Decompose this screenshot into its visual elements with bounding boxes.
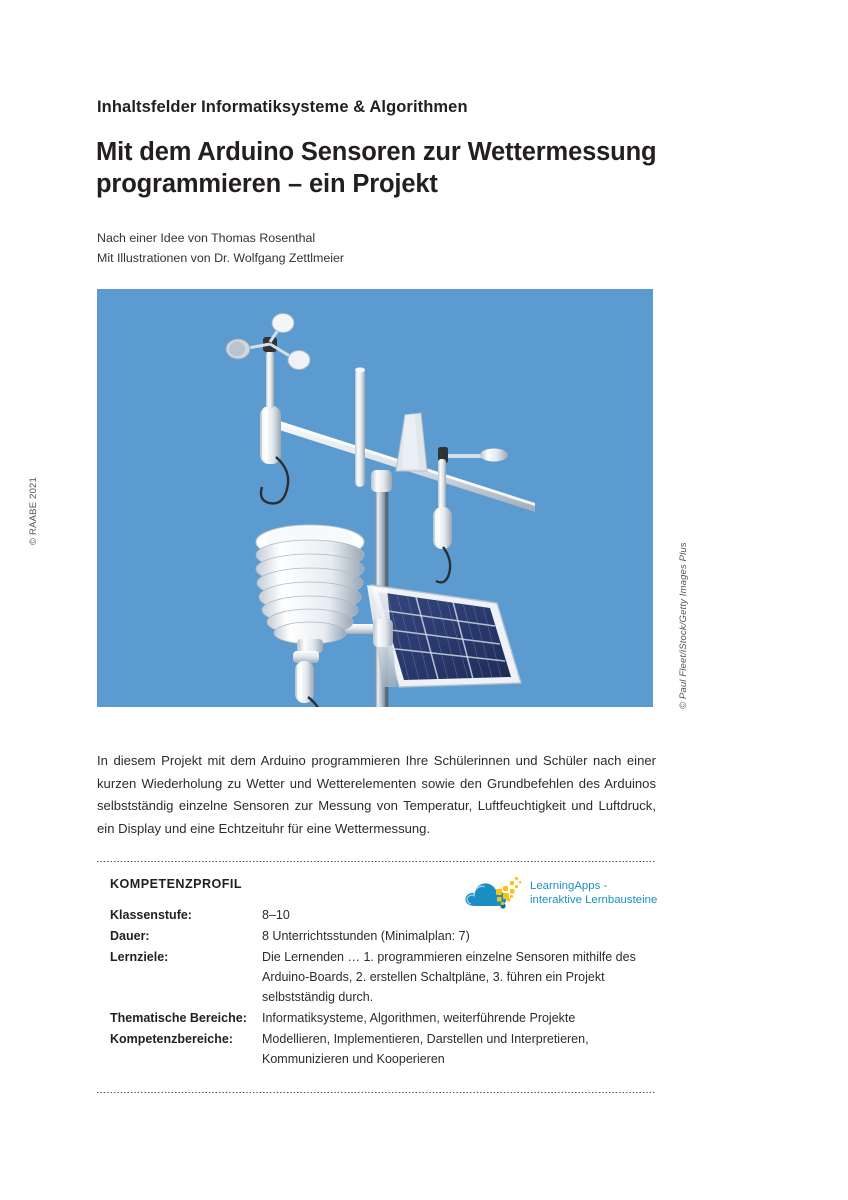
row-label: Klassenstufe: — [110, 908, 192, 922]
table-row — [110, 905, 656, 926]
table-row — [110, 1008, 656, 1029]
competency-profile-table — [110, 905, 656, 1070]
learningapps-wordmark — [530, 880, 657, 908]
learningapps-line1: LearningApps - — [530, 880, 608, 893]
publisher-copyright: © RAABE 2021 — [28, 476, 39, 545]
row-value: 8–10 — [262, 908, 290, 922]
image-copyright: © Paul Fleet/iStock/Getty Images Plus — [678, 542, 689, 709]
row-label: Kompetenzbereiche: — [110, 1032, 233, 1046]
row-value: Die Lernenden … 1. programmieren einzelne Sensoren mithilfe des Arduino-Boards, 2. erstellen Schaltpläne, 3. führen ein Projekt selbstständig durch. — [262, 950, 636, 1004]
row-label: Dauer: — [110, 929, 150, 943]
learningapps-line2: interaktive Lernbausteine — [530, 894, 658, 906]
divider-bottom — [97, 1092, 656, 1093]
table-row — [110, 926, 656, 947]
subject-line: Inhaltsfelder Informatiksysteme & Algorithmen — [97, 98, 468, 116]
intro-paragraph: In diesem Projekt mit dem Arduino programmieren Ihre Schülerinnen und Schüler nach einer kurzen Wiederholung zu Wetter und Wetterelementen sowie den Grundbefehlen des Arduinos selbstständig einzelne Sensoren zur Messung von Temperatur, Luftfeuchtigkeit und Luftdruck, ein Display und eine Echtzeituhr für eine Wettermessung. — [97, 753, 656, 836]
row-value: 8 Unterrichtsstunden (Minimalplan: 7) — [262, 929, 470, 943]
row-value: Informatiksysteme, Algorithmen, weiterführende Projekte — [262, 1011, 576, 1025]
credits-block — [97, 228, 344, 268]
weather-station-image — [97, 289, 653, 707]
row-label: Lernziele: — [110, 950, 169, 964]
row-label: Thematische Bereiche: — [110, 1011, 247, 1025]
competency-profile-heading: KOMPETENZPROFIL — [110, 877, 242, 891]
credit-idea: Nach einer Idee von Thomas Rosenthal — [97, 231, 316, 245]
row-value: Modellieren, Implementieren, Darstellen und Interpretieren, Kommunizieren und Kooperieren — [262, 1032, 589, 1066]
table-row — [110, 947, 656, 1008]
page-title: Mit dem Arduino Sensoren zur Wettermessung programmieren – ein Projekt — [96, 138, 657, 199]
credit-illustrations: Mit Illustrationen von Dr. Wolfgang Zettlmeier — [97, 251, 344, 266]
table-row — [110, 1029, 656, 1070]
divider-top — [97, 861, 656, 862]
